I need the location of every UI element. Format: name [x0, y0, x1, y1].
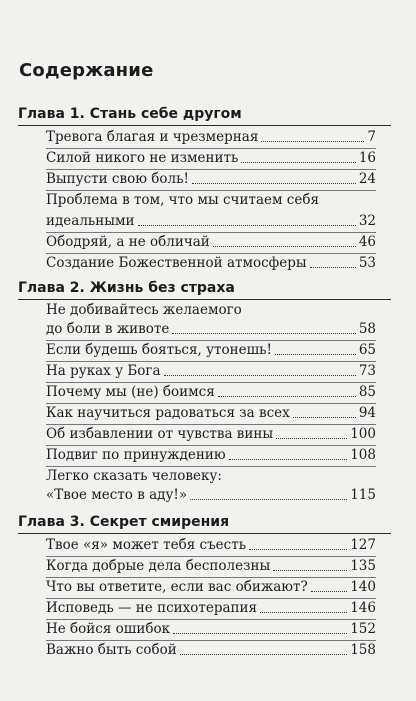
leader-dots [192, 183, 356, 184]
entry-title-line1: Легко сказать человеку: [46, 468, 222, 484]
toc-entry [46, 642, 376, 658]
entry-title: Твое «я» может тебя съесть [46, 537, 247, 553]
row-divider [46, 424, 376, 425]
row-divider [46, 403, 376, 404]
toc-entry [46, 405, 376, 421]
entry-title: Исповедь — не психотерапия [46, 600, 258, 616]
entry-title: Важно быть собой [46, 642, 177, 658]
toc-entry [46, 447, 376, 463]
leader-dots [293, 417, 356, 418]
entry-page: 108 [350, 447, 376, 463]
leader-dots [218, 396, 356, 397]
entry-title: Как научиться радоваться за всех [46, 405, 290, 421]
row-divider [46, 466, 376, 467]
toc-entry [46, 537, 376, 553]
toc-entry [46, 487, 376, 503]
entry-title: Создание Божественной атмосферы [46, 255, 307, 271]
toc-entry [46, 363, 376, 379]
leader-dots [311, 591, 347, 592]
entry-title: Что вы ответите, если вас обижают? [46, 579, 308, 595]
leader-dots [275, 354, 356, 355]
row-divider [46, 382, 376, 383]
toc-entry [46, 621, 376, 637]
leader-dots [260, 612, 347, 613]
leader-dots [213, 246, 356, 247]
chapter-2-heading: Глава 2. Жизнь без страха [18, 280, 391, 300]
entry-page: 53 [358, 255, 376, 271]
entry-page: 146 [350, 600, 376, 616]
row-divider [46, 340, 376, 341]
entry-title: Не бойся ошибок [46, 621, 171, 637]
entry-page: 100 [350, 426, 376, 442]
entry-page: 115 [350, 487, 376, 503]
entry-page: 85 [358, 384, 376, 400]
toc-entry [46, 129, 376, 145]
entry-page: 58 [358, 321, 376, 337]
chapter-3-heading: Глава 3. Секрет смирения [18, 514, 391, 534]
entry-page: 65 [358, 342, 376, 358]
entry-title: Выпусти свою боль! [46, 171, 189, 187]
entry-title: Подвиг по принуждению [46, 447, 226, 463]
entry-page: 158 [350, 642, 376, 658]
toc-entry [46, 426, 376, 442]
toc-entry [46, 255, 376, 271]
leader-dots [180, 654, 347, 655]
row-divider [46, 598, 376, 599]
entry-page: 7 [367, 129, 376, 145]
entry-page: 94 [358, 405, 376, 421]
row-divider [46, 445, 376, 446]
toc-entry [46, 171, 376, 187]
entry-title: идеальными [46, 213, 135, 229]
entry-page: 24 [358, 171, 376, 187]
leader-dots [276, 438, 347, 439]
toc-entry [46, 342, 376, 358]
entry-title-line1: Проблема в том, что мы считаем себя [46, 192, 319, 208]
toc-entry [46, 213, 376, 229]
toc-entry [46, 321, 376, 337]
entry-title: Об избавлении от чувства вины [46, 426, 274, 442]
leader-dots [310, 267, 356, 268]
entry-title: Силой никого не изменить [46, 150, 239, 166]
leader-dots [261, 141, 364, 142]
leader-dots [249, 549, 347, 550]
toc-entry [46, 234, 376, 250]
toc-entry [46, 150, 376, 166]
entry-title: Тревога благая и чрезмерная [46, 129, 259, 145]
leader-dots [273, 570, 347, 571]
entry-page: 32 [358, 213, 376, 229]
row-divider [46, 640, 376, 641]
entry-title-line1: Не добивайтесь желаемого [46, 302, 242, 318]
toc-entry [46, 579, 376, 595]
toc-entry [46, 558, 376, 574]
leader-dots [229, 459, 348, 460]
row-divider [46, 619, 376, 620]
leader-dots [172, 333, 355, 334]
leader-dots [138, 225, 356, 226]
leader-dots [241, 162, 355, 163]
row-divider [46, 148, 376, 149]
row-divider [46, 169, 376, 170]
entry-title: Если будешь бояться, утонешь! [46, 342, 272, 358]
entry-page: 16 [358, 150, 376, 166]
entry-page: 152 [350, 621, 376, 637]
entry-page: 135 [350, 558, 376, 574]
leader-dots [173, 633, 347, 634]
row-divider [46, 361, 376, 362]
entry-title: Когда добрые дела бесполезны [46, 558, 271, 574]
entry-title: «Твое место в аду!» [46, 487, 188, 503]
row-divider [46, 577, 376, 578]
toc-entry [46, 600, 376, 616]
entry-title: до боли в животе [46, 321, 170, 337]
entry-page: 46 [358, 234, 376, 250]
row-divider [46, 556, 376, 557]
toc-title: Содержание [19, 60, 154, 81]
leader-dots [164, 375, 356, 376]
entry-page: 73 [358, 363, 376, 379]
row-divider [46, 253, 376, 254]
toc-entry [46, 384, 376, 400]
entry-page: 127 [350, 537, 376, 553]
chapter-1-heading: Глава 1. Стань себе другом [18, 106, 391, 126]
row-divider [46, 190, 376, 191]
row-divider [46, 232, 376, 233]
entry-title: Почему мы (не) боимся [46, 384, 215, 400]
entry-title: На руках у Бога [46, 363, 161, 379]
entry-title: Ободряй, а не обличай [46, 234, 210, 250]
entry-page: 140 [350, 579, 376, 595]
leader-dots [190, 499, 347, 500]
